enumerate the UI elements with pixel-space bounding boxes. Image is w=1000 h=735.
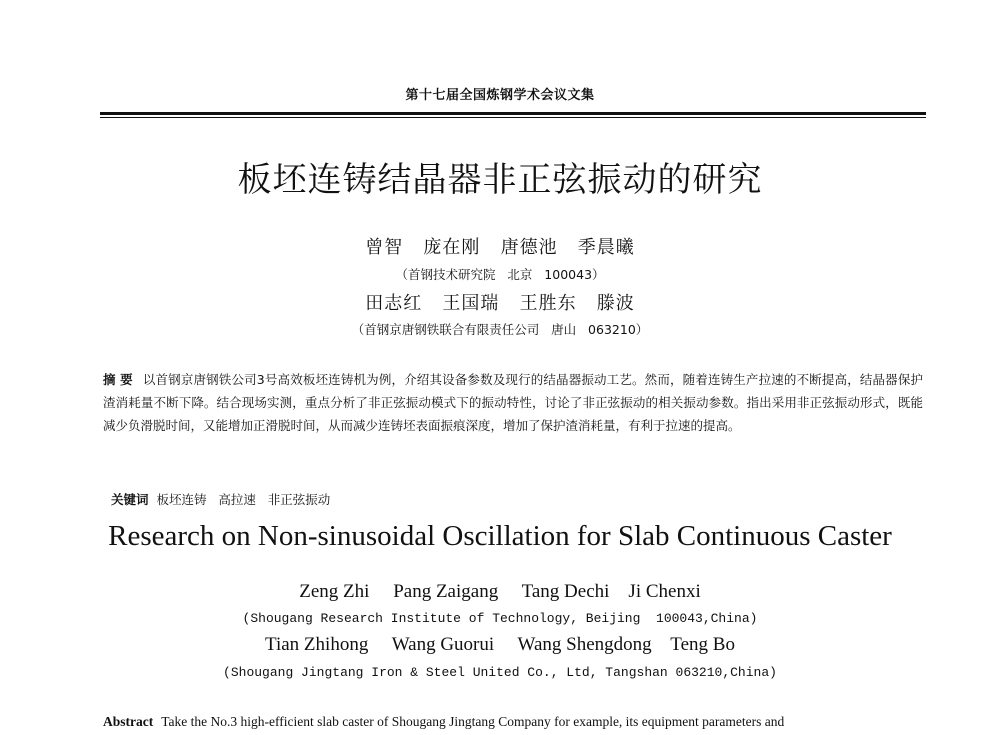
english-affiliation2: (Shougang Jingtang Iron & Steel United Co., Ltd, Tangshan 063210,China) (223, 665, 777, 680)
chinese-authors-line1: 曾智 庞在刚 唐德池 季晨曦 (365, 237, 635, 258)
chinese-affiliation1: （首钢技术研究院 北京 100043） (395, 267, 605, 282)
chinese-abstract-text: 以首钢京唐钢铁公司3号高效板坯连铸机为例，介绍其设备参数及现行的结晶器振动工艺。然而，随着连铸生产拉速的不断提高，结晶器保护渣消耗量不断下降。结合现场实测，重点分析了非正弦振动模式下的振动特性，讨论了非正弦振动的相关振动参数。指出采用非正弦振动形式，既能减少负滑脱时间，又能增加正滑脱时间，从而减少连铸坯表面振痕深度，增加了保护渣消耗量，有利于拉速的提高。 (103, 372, 923, 433)
chinese-title: 板坯连铸结晶器非正弦振动的研究 (237, 160, 763, 200)
chinese-keywords (103, 475, 330, 508)
chinese-abstract (103, 368, 923, 437)
english-abstract (103, 714, 933, 730)
chinese-authors-line2: 田志红 王国瑞 王胜东 滕波 (365, 293, 635, 314)
chinese-keywords-text: 板坯连铸 高拉速 非正弦振动 (156, 492, 331, 507)
chinese-affiliation2: （首钢京唐钢铁联合有限责任公司 唐山 063210） (351, 322, 649, 337)
english-affiliation1: (Shougang Research Institute of Technology, Beijing 100043,China) (242, 611, 758, 626)
english-authors-line2: Tian Zhihong Wang Guorui Wang Shengdong Teng Bo (265, 634, 735, 655)
header-rule-thin (100, 117, 926, 118)
english-authors-line1: Zeng Zhi Pang Zaigang Tang Dechi Ji Chenxi (299, 581, 701, 602)
running-head: 第十七届全国炼钢学术会议文集 (405, 88, 595, 103)
header-rule-thick (100, 112, 926, 115)
english-title: Research on Non-sinusoidal Oscillation for Slab Continuous Caster (108, 520, 892, 552)
chinese-keywords-label: 关键词 (110, 492, 149, 507)
chinese-abstract-label: 摘 要 (103, 372, 133, 387)
english-abstract-label: Abstract (103, 714, 154, 729)
english-abstract-text: Take the No.3 high-efficient slab caster of Shougang Jingtang Company for example, its equipment parameters and (161, 714, 785, 729)
